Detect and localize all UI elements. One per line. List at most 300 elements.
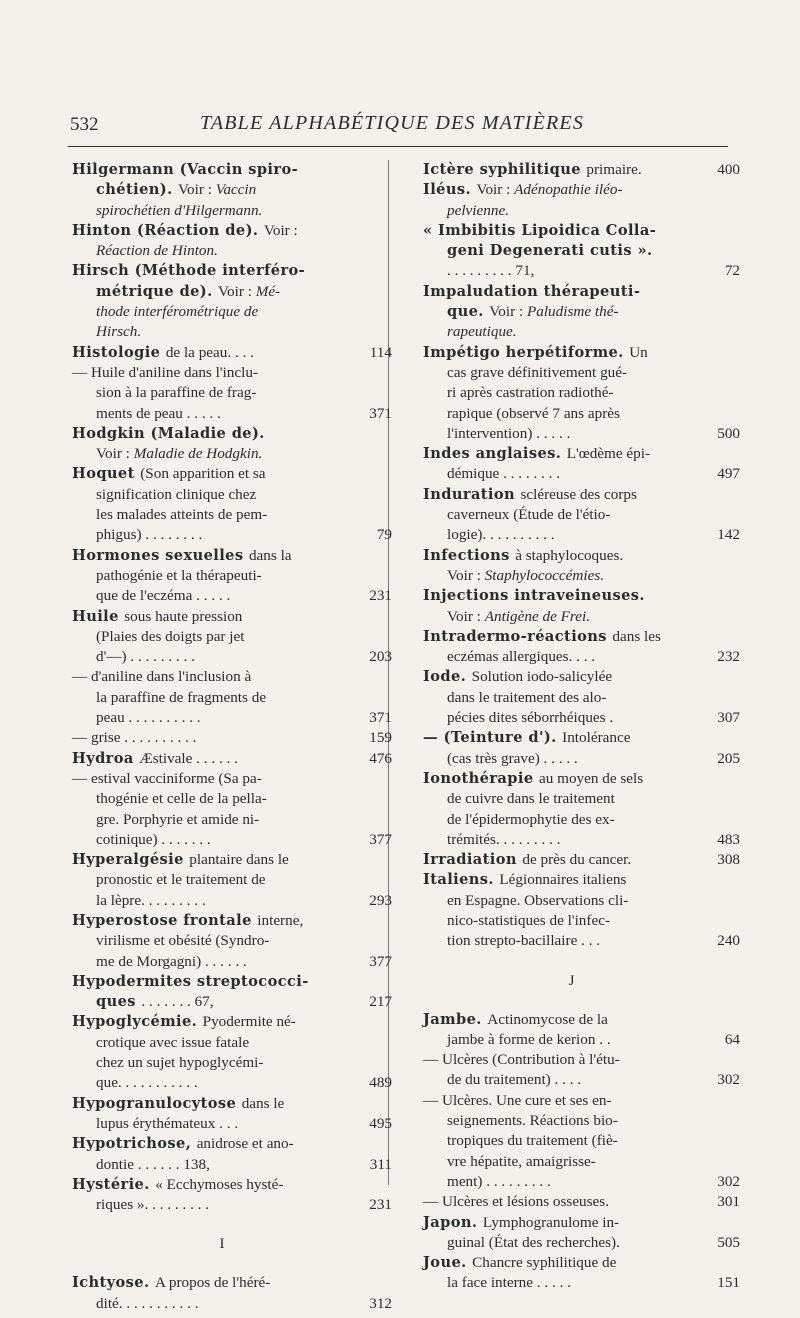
entry-text: Lymphogranulome in- xyxy=(482,1213,620,1231)
entry-line xyxy=(423,383,720,403)
entry-heading: Hinton (Réaction de). xyxy=(72,221,264,239)
index-entry xyxy=(72,1012,392,1093)
entry-text: Réaction de Hinton. xyxy=(96,242,218,260)
entry-heading: Jambe. xyxy=(423,1010,488,1028)
index-entry xyxy=(72,546,392,607)
entry-text: de cuivre dans le traitement xyxy=(447,790,615,808)
entry-heading: Hypoglycémie. xyxy=(72,1013,203,1031)
entry-heading: Hypogranulocytose xyxy=(72,1094,242,1112)
entry-text: la face interne . . . . . xyxy=(447,1274,571,1292)
entry-text: — Ulcères et lésions osseuses. xyxy=(423,1193,610,1211)
entry-text: seignements. Réactions bio- xyxy=(447,1112,618,1130)
entry-line xyxy=(423,444,720,464)
entry-line xyxy=(72,1114,392,1134)
entry-text: dans le xyxy=(241,1094,285,1112)
entry-line xyxy=(423,1233,740,1253)
page-reference: 476 xyxy=(369,749,392,767)
entry-line xyxy=(423,769,720,789)
entry-line xyxy=(72,911,372,931)
entry-line xyxy=(72,688,372,708)
entry-line xyxy=(423,363,720,383)
entry-text: Voir : xyxy=(476,181,515,199)
entry-line xyxy=(423,485,720,505)
entry-text: dité. . . . . . . . . . . xyxy=(96,1294,199,1312)
entry-text: plantaire dans le xyxy=(189,851,289,869)
entry-heading: Hypotrichose, xyxy=(72,1135,197,1153)
entry-line xyxy=(423,1192,740,1212)
index-entry xyxy=(423,282,720,343)
entry-line xyxy=(423,505,720,525)
page-reference: 500 xyxy=(717,424,740,442)
entry-line xyxy=(423,424,740,444)
entry-text: signification clinique chez xyxy=(96,485,257,503)
entry-line xyxy=(72,485,372,505)
page-reference: 301 xyxy=(717,1193,740,1211)
entry-text: Voir : xyxy=(218,282,256,300)
entry-line xyxy=(423,1213,720,1233)
page-reference: 64 xyxy=(724,1030,740,1048)
entry-line xyxy=(72,444,372,464)
entry-line xyxy=(72,261,372,281)
entry-line xyxy=(72,383,372,403)
section-letter: I xyxy=(219,1236,225,1253)
page-reference: 159 xyxy=(369,729,392,747)
entry-text: thogénie et celle de la pella- xyxy=(96,790,267,808)
entry-heading: Huile xyxy=(72,607,125,625)
index-entry xyxy=(423,160,740,180)
entry-text: dans le traitement des alo- xyxy=(447,688,607,706)
page-reference: 217 xyxy=(369,993,392,1011)
index-entry xyxy=(72,343,392,363)
entry-line xyxy=(423,302,720,322)
entry-line xyxy=(423,789,720,809)
entry-text: eczémas allergiques. . . . xyxy=(447,648,596,666)
entry-heading: Hodgkin (Maladie de). xyxy=(72,424,265,442)
entry-line xyxy=(72,586,392,606)
entry-text: — Ulcères. Une cure et ses en- xyxy=(423,1091,612,1109)
entry-text: gre. Porphyrie et amide ni- xyxy=(96,810,260,828)
page-reference: 232 xyxy=(717,648,740,666)
entry-line xyxy=(423,647,740,667)
entry-line xyxy=(72,1033,372,1053)
index-entry xyxy=(72,728,392,748)
entry-heading: Hyperalgésie xyxy=(72,851,190,869)
index-entry xyxy=(423,221,740,282)
entry-line xyxy=(72,525,392,545)
entry-text: Pyodermite né- xyxy=(202,1013,296,1031)
entry-text: les malades atteints de pem- xyxy=(96,506,268,524)
entry-text: . . . . . . . 67, xyxy=(141,993,214,1011)
entry-heading: Hormones sexuelles xyxy=(72,546,249,564)
entry-line xyxy=(423,850,740,870)
entry-text: de du traitement) . . . . xyxy=(447,1071,582,1089)
entry-line xyxy=(72,1053,372,1073)
entry-line xyxy=(423,1070,740,1090)
entry-heading: Impaludation thérapeuti- xyxy=(423,282,641,300)
entry-line xyxy=(72,566,372,586)
entry-heading: Infections xyxy=(423,546,516,564)
entry-text: — grise . . . . . . . . . . xyxy=(72,729,197,747)
entry-text: l'intervention) . . . . . xyxy=(447,424,571,442)
entry-line xyxy=(423,1111,720,1131)
entry-text: Maladie de Hodgkin. xyxy=(133,445,263,463)
header-rule xyxy=(68,146,728,147)
index-entry xyxy=(423,1010,740,1051)
index-entry xyxy=(423,1091,740,1192)
entry-line xyxy=(72,404,392,424)
entry-text: de la peau. . . . xyxy=(165,343,254,361)
page-reference: 377 xyxy=(369,830,392,848)
entry-line xyxy=(423,1091,720,1111)
entry-text: — Huile d'aniline dans l'inclu- xyxy=(72,363,258,381)
entry-line xyxy=(72,647,392,667)
entry-line xyxy=(72,546,372,566)
entry-text: au moyen de sels xyxy=(539,769,644,787)
entry-line xyxy=(423,221,720,241)
entry-text: virilisme et obésité (Syndro- xyxy=(96,932,270,950)
entry-line xyxy=(72,1012,372,1032)
column-divider xyxy=(388,160,389,1185)
entry-text: jambe à forme de kerion . . xyxy=(447,1030,611,1048)
entry-text: interne, xyxy=(257,911,304,929)
index-entry xyxy=(72,424,372,465)
entry-line xyxy=(72,830,392,850)
section-letter: J xyxy=(568,972,575,989)
entry-line xyxy=(423,160,740,180)
entry-text: Æstivale . . . . . . xyxy=(139,749,238,767)
entry-line xyxy=(423,627,720,647)
entry-text: Intolérance xyxy=(562,729,631,747)
entry-line xyxy=(72,728,392,748)
index-entry xyxy=(423,1050,740,1091)
entry-line xyxy=(423,241,720,261)
entry-line xyxy=(72,931,372,951)
entry-text: ri après castration radiothé- xyxy=(447,384,614,402)
index-entry xyxy=(423,850,740,870)
page-reference: 293 xyxy=(369,891,392,909)
entry-line xyxy=(72,1073,392,1093)
entry-line xyxy=(423,1273,740,1293)
entry-text: pathogénie et la thérapeuti- xyxy=(96,566,262,584)
page-reference: 307 xyxy=(717,709,740,727)
index-entry xyxy=(72,1273,392,1314)
entry-heading: Hydroa xyxy=(72,749,140,767)
entry-line xyxy=(72,972,372,992)
index-entry xyxy=(423,586,720,627)
entry-text: la lèpre. . . . . . . . . xyxy=(96,891,206,909)
index-entry xyxy=(72,1094,392,1135)
entry-text: rapique (observé 7 ans après xyxy=(447,404,620,422)
entry-heading: Italiens. xyxy=(423,871,500,889)
entry-line xyxy=(423,830,740,850)
entry-text: L'œdème épi- xyxy=(566,445,650,463)
entry-text: Antigène de Frei. xyxy=(484,607,590,625)
index-entry xyxy=(423,1253,740,1294)
running-title: TABLE ALPHABÉTIQUE DES MATIÈRES xyxy=(200,112,585,134)
index-entry xyxy=(423,1192,740,1212)
entry-line xyxy=(72,627,372,647)
entry-line xyxy=(423,728,720,748)
entry-text: A propos de l'héré- xyxy=(154,1274,271,1292)
entry-line xyxy=(423,525,740,545)
index-entry xyxy=(423,180,720,221)
entry-line xyxy=(72,667,372,687)
entry-line xyxy=(72,789,372,809)
index-column-right xyxy=(423,160,740,1294)
entry-line xyxy=(72,607,372,627)
page-number: 532 xyxy=(70,114,99,135)
entry-line xyxy=(72,1155,392,1175)
entry-heading: — (Teinture d'). xyxy=(423,729,563,747)
entry-text: logie). . . . . . . . . . xyxy=(447,526,555,544)
entry-line xyxy=(423,1131,720,1151)
entry-text: phigus) . . . . . . . . xyxy=(96,526,203,544)
entry-text: ment) . . . . . . . . . xyxy=(447,1172,551,1190)
entry-text: primaire. xyxy=(586,161,642,178)
entry-line xyxy=(72,749,392,769)
entry-line xyxy=(423,1172,740,1192)
page-reference: 302 xyxy=(717,1071,740,1089)
index-entry xyxy=(72,363,392,424)
entry-text: me de Morgagni) . . . . . . xyxy=(96,952,247,970)
entry-line xyxy=(72,891,392,911)
entry-line xyxy=(72,363,372,383)
entry-text: pronostic et le traitement de xyxy=(96,871,266,889)
entry-heading: Irradiation xyxy=(423,851,523,869)
entry-text: Solution iodo-salicylée xyxy=(471,668,613,686)
entry-line xyxy=(72,952,392,972)
entry-line xyxy=(423,464,740,484)
index-entry xyxy=(72,261,372,342)
entry-heading: Hilgermann (Vaccin spiro- xyxy=(72,161,299,178)
entry-text: riques ». . . . . . . . . xyxy=(96,1196,210,1214)
entry-line xyxy=(423,810,720,830)
index-entry xyxy=(72,607,392,668)
entry-text: Paludisme thé- xyxy=(526,303,619,321)
entry-text: (cas très grave) . . . . . xyxy=(447,749,578,767)
entry-text: rapeutique. xyxy=(447,323,517,341)
entry-text: Chancre syphilitique de xyxy=(472,1254,617,1272)
entry-line xyxy=(423,891,720,911)
entry-line xyxy=(72,1175,372,1195)
entry-text: de l'épidermophytie des ex- xyxy=(447,810,615,828)
entry-text: cas grave définitivement gué- xyxy=(447,363,628,381)
page-reference: 151 xyxy=(717,1274,740,1292)
entry-heading: Joue. xyxy=(423,1254,473,1272)
entry-line xyxy=(72,1195,392,1215)
page-reference: 205 xyxy=(717,749,740,767)
entry-text: que. . . . . . . . . . . xyxy=(96,1074,198,1092)
entry-heading: Ictère syphilitique xyxy=(423,161,587,178)
entry-text: Hirsch. xyxy=(96,323,142,341)
entry-line xyxy=(423,870,720,890)
entry-heading: Impétigo herpétiforme. xyxy=(423,343,630,361)
entry-line xyxy=(72,221,372,241)
entry-text: pécies dites séborrhéiques . xyxy=(447,709,614,727)
entry-text: sion à la paraffine de frag- xyxy=(96,384,257,402)
entry-line xyxy=(423,566,720,586)
entry-heading: Indes anglaises. xyxy=(423,445,567,463)
entry-heading: Hypodermites streptococci- xyxy=(72,972,309,990)
index-entry xyxy=(423,769,740,850)
entry-text: cotinique) . . . . . . . xyxy=(96,830,211,848)
entry-text: trémités. . . . . . . . . xyxy=(447,830,561,848)
index-entry xyxy=(423,485,740,546)
entry-line xyxy=(423,1253,720,1273)
entry-line xyxy=(72,810,372,830)
entry-text: de près du cancer. xyxy=(522,851,632,869)
entry-text: — d'aniline dans l'inclusion à xyxy=(72,668,252,686)
index-entry xyxy=(423,1213,740,1254)
index-entry xyxy=(423,870,740,951)
entry-text: Un xyxy=(629,343,648,361)
entry-line xyxy=(423,282,720,302)
entry-text: Vaccin xyxy=(215,181,257,199)
entry-line xyxy=(72,160,372,180)
index-entry xyxy=(72,850,392,911)
entry-heading: « Imbibitis Lipoidica Colla- xyxy=(423,221,657,239)
index-entry xyxy=(72,221,372,262)
index-entry xyxy=(72,667,392,728)
entry-text: ments de peau . . . . . xyxy=(96,404,221,422)
entry-heading: Hystérie. xyxy=(72,1175,156,1193)
entry-text: caverneux (Étude de l'étio- xyxy=(447,506,611,524)
entry-text: Voir : xyxy=(447,566,485,584)
index-entry xyxy=(72,911,392,972)
entry-text: (Son apparition et sa xyxy=(140,465,266,483)
entry-line xyxy=(423,607,720,627)
entry-text: « Ecchymoses hysté- xyxy=(155,1175,284,1193)
entry-line xyxy=(423,708,740,728)
page-reference: 79 xyxy=(376,526,392,544)
entry-line xyxy=(423,404,720,424)
page-reference: 400 xyxy=(717,161,740,178)
entry-line xyxy=(423,322,720,342)
entry-text: pelvienne. xyxy=(447,201,509,219)
entry-line xyxy=(72,322,372,342)
entry-text: dans les xyxy=(612,627,661,645)
page-reference: 489 xyxy=(369,1074,392,1092)
index-entry xyxy=(72,464,392,545)
page-reference: 371 xyxy=(369,709,392,727)
entry-text: vre hépatite, amaigrisse- xyxy=(447,1152,596,1170)
entry-line xyxy=(423,749,740,769)
entry-heading: que. xyxy=(447,303,490,321)
entry-text: spirochétien d'Hilgermann. xyxy=(96,201,263,219)
entry-text: thode interférométrique de xyxy=(96,303,259,321)
entry-text: Voir : xyxy=(96,445,134,463)
entry-line xyxy=(72,708,392,728)
entry-line xyxy=(72,180,372,200)
entry-line xyxy=(72,850,372,870)
page-reference: 240 xyxy=(717,932,740,950)
entry-heading: Hyperostose frontale xyxy=(72,911,258,929)
entry-heading: Ionothérapie xyxy=(423,769,539,787)
entry-text: peau . . . . . . . . . . xyxy=(96,709,201,727)
index-entry xyxy=(423,627,740,668)
entry-text: démique . . . . . . . . xyxy=(447,465,561,483)
entry-text: Adénopathie iléo- xyxy=(514,181,623,199)
entry-line xyxy=(72,241,372,261)
entry-text: Mé- xyxy=(255,282,281,300)
entry-text: scléreuse des corps xyxy=(520,485,637,503)
entry-text: — Ulcères (Contribution à l'étu- xyxy=(423,1051,620,1069)
entry-text: (Plaies des doigts par jet xyxy=(96,627,245,645)
entry-line xyxy=(423,1030,740,1050)
entry-heading: métrique de). xyxy=(96,282,219,300)
entry-text: anidrose et ano- xyxy=(196,1135,294,1153)
entry-text: guinal (État des recherches). xyxy=(447,1233,620,1251)
page-reference: 308 xyxy=(717,851,740,869)
index-entry xyxy=(423,444,740,485)
page-reference: 72 xyxy=(724,262,740,280)
entry-text: dontie . . . . . . 138, xyxy=(96,1155,210,1173)
entry-heading: Hoquet xyxy=(72,465,141,483)
entry-text: à staphylocoques. xyxy=(515,546,624,564)
entry-line xyxy=(72,870,372,890)
entry-heading: geni Degenerati cutis ». xyxy=(447,242,653,260)
index-entry xyxy=(72,1134,392,1175)
page-reference: 377 xyxy=(369,952,392,970)
entry-text: en Espagne. Observations cli- xyxy=(447,891,629,909)
page-reference: 497 xyxy=(717,465,740,483)
entry-line xyxy=(72,1294,392,1314)
index-entry xyxy=(423,728,740,769)
entry-line xyxy=(72,769,372,789)
entry-line xyxy=(423,586,720,606)
page-header xyxy=(0,108,800,144)
entry-line xyxy=(72,201,372,221)
entry-text: lupus érythémateux . . . xyxy=(96,1114,239,1132)
entry-line xyxy=(423,1010,720,1030)
entry-line xyxy=(423,1152,720,1172)
page-reference: 142 xyxy=(717,526,740,544)
page-reference: 505 xyxy=(717,1233,740,1251)
index-entry xyxy=(72,749,392,769)
entry-text: — estival vacciniforme (Sa pa- xyxy=(72,769,262,787)
entry-heading: Hirsch (Méthode interféro- xyxy=(72,262,306,280)
entry-text: chez un sujet hypoglycémi- xyxy=(96,1054,264,1072)
index-entry xyxy=(423,343,740,444)
index-column-left xyxy=(72,160,392,1314)
entry-line xyxy=(72,1273,372,1293)
entry-heading: Iléus. xyxy=(423,181,477,199)
page-reference: 203 xyxy=(369,648,392,666)
entry-text: Voir : xyxy=(447,607,485,625)
entry-text: Voir : xyxy=(263,221,298,239)
index-entry xyxy=(72,160,372,221)
index-entry xyxy=(72,769,392,850)
entry-line xyxy=(423,180,720,200)
index-entry xyxy=(72,1175,392,1216)
entry-text: tropiques du traitement (fiè- xyxy=(447,1132,618,1150)
entry-line xyxy=(72,282,372,302)
index-entry xyxy=(423,667,740,728)
page-reference: 495 xyxy=(369,1114,392,1132)
page-reference: 483 xyxy=(717,830,740,848)
entry-heading: chétien). xyxy=(96,181,179,199)
entry-line xyxy=(72,343,392,363)
entry-line xyxy=(423,1050,720,1070)
entry-line xyxy=(423,688,720,708)
entry-text: dans la xyxy=(248,546,292,564)
entry-line xyxy=(72,1094,372,1114)
page-reference: 371 xyxy=(369,404,392,422)
entry-line xyxy=(423,261,740,281)
entry-line xyxy=(423,201,720,221)
entry-text: Actinomycose de la xyxy=(487,1010,608,1028)
entry-text: Voir : xyxy=(178,181,216,199)
